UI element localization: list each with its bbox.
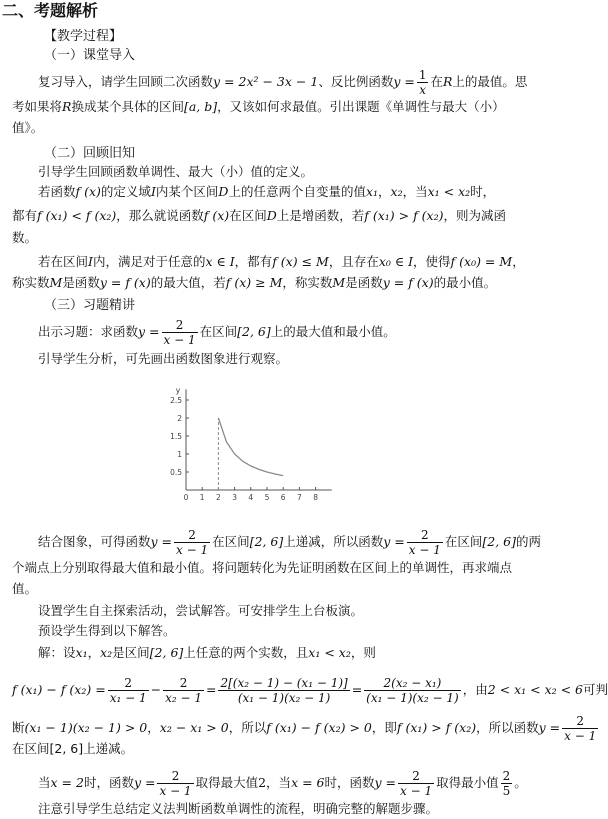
- conclusion-line3: 值。: [12, 581, 38, 596]
- section-title: 二、考题解析: [2, 1, 99, 20]
- fraction: $\frac{2}{\text{x₂ − 1}}$: [165, 676, 202, 705]
- fraction: $\frac{\text{2(x₂ − x₁)}}{\text{(x₁ − 1)(x₂ − 1)}}$: [366, 676, 459, 705]
- fraction: $\frac{2}{x - 1}$: [163, 318, 196, 347]
- conclusion-line1: 结合图象，可得函数y = $\frac{2}{x - 1}$ 在区间[2, 6]上递减，所以函数y = $\frac{2}{x - 1}$ 在区间[2, 6]的两: [38, 528, 542, 557]
- part2-line3: 都有f (x₁) < f (x₂)，那么就说函数f (x)在区间D上是增函数，若f (x₁) > f (x₂)，则为减函: [12, 208, 507, 223]
- fraction: $\frac{2}{x - 1}$: [408, 528, 441, 557]
- process-label: 【教学过程】: [44, 29, 123, 44]
- solution-line1: 解：设x₁，x₂是区间[2, 6]上任意的两个实数，且x₁ < x₂，则: [38, 645, 376, 660]
- part1-heading: （一）课堂导入: [44, 48, 136, 63]
- part1-line2: 考如果将R换成某个具体的区间[a, b]，又该如何求最值。引出课题《单调性与最大（小）: [12, 99, 505, 114]
- fraction: $\frac{2}{x - 1}$: [564, 714, 597, 743]
- exercise-line: 出示习题：求函数y = $\frac{2}{x - 1}$ 在区间[2, 6]上的最大值和最小值。: [38, 318, 396, 347]
- fraction: $\frac{2}{x - 1}$: [159, 769, 192, 798]
- part2-line6: 称实数M是函数y = f (x)的最大值，若f (x) ≥ M，称实数M是函数y = f (x)的最小值。: [12, 275, 497, 290]
- y-tick-label: 1.5: [170, 432, 182, 441]
- y-tick-label: 2: [177, 414, 182, 423]
- activity-line: 设置学生自主探索活动，尝试解答。可安排学生上台板演。: [38, 603, 364, 618]
- x-tick-label: 3: [232, 493, 237, 502]
- note-line: 注意引导学生总结定义法判断函数单调性的流程，明确完整的解题步骤。: [38, 801, 439, 816]
- x-tick-label: 2: [216, 493, 221, 502]
- x-tick-label: 6: [280, 493, 286, 502]
- x-tick-label: 0: [183, 493, 189, 502]
- part2-line4: 数。: [12, 230, 38, 245]
- fraction: $\frac{2}{x - 1}$: [400, 769, 433, 798]
- preset-line: 预设学生得到以下解答。: [38, 623, 176, 638]
- fraction: $\frac{1}{x}$: [418, 68, 427, 97]
- fraction: $\frac{2}{\text{x₁ − 1}}$: [109, 676, 147, 705]
- fraction: $\frac{2}{x - 1}$: [176, 528, 209, 557]
- function-graph: [160, 378, 350, 508]
- y-tick-label: 0.5: [170, 468, 182, 477]
- y-axis-label: y: [175, 386, 181, 396]
- x-tick-label: 7: [297, 493, 302, 502]
- part1-line1: 复习导入，请学生回顾二次函数y = 2x² − 3x − 1、反比例函数y = $\frac{1}{x}$ 在R上的最值。思: [38, 68, 528, 97]
- part1-line3: 值》。: [12, 120, 44, 135]
- x-tick-label: 5: [264, 493, 270, 502]
- part3-heading: （三）习题精讲: [44, 298, 136, 313]
- solution-line4: 在区间[2, 6]上递减。: [12, 741, 134, 756]
- fraction: $\frac{\text{2[(x₂ − 1) − (x₁ − 1)]}}{\text{(x₁ − 1)(x₂ − 1)}}$: [220, 676, 348, 705]
- fraction: $\frac{2}{5}$: [502, 769, 511, 798]
- solution-line2: f (x₁) − f (x₂) = $\frac{2}{\text{x₁ − 1}}$ − $\frac{2}{\text{x₂ − 1}}$ = $\frac{\text{2[(x₂ − 1) − (x₁ − 1)]}}{\text{(x₁ − 1)(x₂ − 1)}}$ = $\frac{\text{2(x₂ − x₁)}}{\text{(x₁ − 1)(x₂ − 1)}}$ ，由2 < x₁ < x₂ < 6可判: [12, 676, 608, 705]
- part2-line2: 若函数f (x)的定义域I内某个区间D上的任意两个自变量的值x₁，x₂，当x₁ < x₂时，: [38, 184, 496, 199]
- part2-heading: （二）回顾旧知: [44, 146, 136, 161]
- guide-line: 引导学生分析，可先画出函数图象进行观察。: [38, 351, 289, 366]
- graph-axes: [176, 386, 332, 490]
- part2-line5: 若在区间I内，满足对于任意的x ∈ I，都有f (x) ≤ M，且存在x₀ ∈ I，使得f (x₀) = M，: [38, 254, 525, 269]
- y-tick-label: 1: [177, 450, 182, 459]
- part2-line1: 引导学生回顾函数单调性、最大（小）值的定义。: [38, 164, 314, 179]
- x-tick-label: 4: [248, 493, 254, 502]
- graph-ticks: [170, 396, 318, 502]
- x-tick-label: 1: [199, 493, 205, 502]
- solution-line3: 断(x₁ − 1)(x₂ − 1) > 0，x₂ − x₁ > 0，所以f (x₁) − f (x₂) > 0，即f (x₁) > f (x₂)，所以函数y = $\frac{2}{x - 1}$: [12, 714, 597, 743]
- result-line: 当x = 2时，函数y = $\frac{2}{x - 1}$ 取得最大值2，当x = 6时，函数y = $\frac{2}{x - 1}$ 取得最小值 $\frac{2}{5}$ 。: [38, 769, 527, 798]
- y-tick-label: 2.5: [170, 396, 182, 405]
- x-tick-label: 8: [313, 493, 318, 502]
- graph-curve: [218, 418, 283, 476]
- conclusion-line2: 个端点上分别取得最大值和最小值。将问题转化为先证明函数在区间上的单调性，再求端点: [12, 560, 513, 575]
